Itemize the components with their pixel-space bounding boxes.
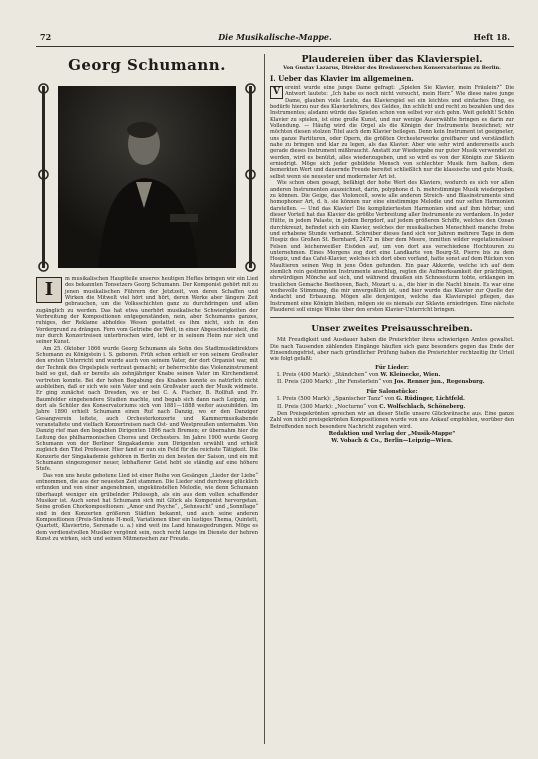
contest-intro: Mit Freudigkeit und Ausdauer haben die Preisrichter ihres schwierigen Amtes gewaltet. Die nach Tausenden zählenden Eingänge häuften sich ganz besonders gegen das Ende der Einsendungsfrist, aber nach gründlicher Prüfung haben die Preisrichter rechtzeitig ihr Urteil wie folgt gefaßt: <box>270 337 514 363</box>
signature-place: W. Vobach & Co., Berlin—Leipzig—Wien. <box>331 438 453 445</box>
drop-cap: V <box>270 86 283 99</box>
ornament-top-left <box>37 82 50 95</box>
contest-title: Unser zweites Preisausschreiben. <box>311 324 473 335</box>
ornament-bottom-right <box>244 260 257 273</box>
prize-winner: Jos. Renner jun., Regensburg. <box>394 379 485 386</box>
issue-number: Heft 18. <box>473 32 510 42</box>
prize-label: I. Preis (500 Mark): „Spanischer Tanz“ von <box>277 395 395 402</box>
byline: Von Gustav Lazarus, Direktor des Breslauerschen Konservatoriums zu Berlin. <box>283 65 501 71</box>
page-number: 72 <box>40 32 52 42</box>
prize-line <box>270 379 514 387</box>
article-body-left <box>36 276 258 542</box>
section-heading: I. Ueber das Klavier im allgemeinen. <box>270 74 414 83</box>
ornament-mid-left <box>37 168 50 181</box>
paragraph: Das von uns heute gebotene Lied ist einer Reihe von Gesängen „Lieder der Liebe“ entnommen, die aus der neuesten Zeit stammen. Die Lieder sind durchweg glücklich erfunden und von einer angenehmen, ungekünstelten Melodie, wie denn Schumann überhaupt weniger ein grübelnder Philosoph, als ein aus dem vollen schaffender Musiker ist. Auch sonst hat Schumann sich mit Glück als Komponist hervorgetan. Seine großen Chorkompositionen: „Amor und Psyche“, „Sehnsucht“ und „Sonnflage“ sind in den Konzerten größeren Städten bekannt, und auch seine anderen Kompositionen (Preis-Sinfonie H-moll, Variationen über ein lustiges Thema, Quintett, Quartett, Klaviertrio, Serenade u. a.) sind weit ins Land hinausgedrungen. Möge es dem verdienstvollen Musiker vergönnt sein, noch recht lange im Dienste der hehren Kunst zu wirken, sich und seinen Mitmenschen zur Freude. <box>36 472 258 543</box>
ornament-mid-right <box>244 168 257 181</box>
prize-label: I. Preis (400 Mark): „Ständchen“ von <box>277 371 379 378</box>
right-column <box>270 52 514 446</box>
ornament-bottom-left <box>37 260 50 273</box>
portrait-frame <box>36 56 258 272</box>
paragraph: Wie schon oben gesagt, befähigt der hohe Wert des Klaviers, wodurch es sich vor allen anderen Instrumenten auszeichnet, darin, polyphone d. h. mehrstimmige Musik wiedergeben zu können. Die Geige, das Violoncell, sowie alle anderen Streich- und Blasinstrumente sind homophoner Art, d. h. sie können nur eine einstimmige Melodie und nur selten Harmonien darstellen. — Und das Klavier! Die kompliziertesten Harmonien sind auf ihm hörbar, und dieser Vorteil hat das Klavier die größte Verbreitung aller Instrumente zu verdanken. In jeder Hütte, in jedem Palaste, in jedem Bergdorf, auf jedem größeren Schiffe, welches den Ozean durchkreuzt, befindet sich ein Klavier, welches der musikalischen Menschheit manche frohe und erhabene Stunde verbannt. Schreiber dieses fand sich vor Jahren mehrere Tage in dem Hospiz des Großen St. Bernhard, 2472 m über dem Meere, inmitten wilder vegetationsloser Felsen und leichenweißer Eisöden auf, um von dort aus verschiedene Hochtouren zu unternehmen. Eines Morgens zog dort eine Landkarte von Bourg-St. Pierre bis zu dem Hospiz, und das Cafel-Klavier, welches ich dort oben vorfand, hatte sonst auf dem Rücken von Maultieren seinen Weg in jene Öden gefunden. Ein paar Akkorde, welche ich auf dem ziemlich rein gestimmten Instrumente anschlug, regten die Aufmerksamkeit der prächtigen, ehrwürdigen Mönche auf sich, und während draußen ein Schneesturm tobte, erklangen im traulichen Gemache Beethoven, Bach, Mozart u. a., die hier in die Nacht hinein. Es war eine weihevolle Stimmung, die mir unvergeßlich ist, und hier wurde das Klavier zur Quelle der Andacht und Erbauung. Mögen alle denjenigen, welche das Klavierspiel pflegen, das Instrument eine Königin bleiben, mögen sie es niemals zur Sklavin erniedrigen. Eine nächste Plauderei soll einige Winke über den ersten Klavier-Unterricht bringen. <box>270 180 514 314</box>
article-title: Georg Schumann. <box>68 56 226 74</box>
prize-winner: W. Kleinecke, Wien. <box>380 371 441 378</box>
ornament-top-right <box>244 82 257 95</box>
contest-closing: Den Preisgekrönten sprechen wir an dieser Stelle unsere Glückwünsche aus. Eine ganze Zahl von nicht preisgekrönten Kompositionen wurde von uns Ankauf empfohlen, worüber den Betreffenden noch besondere Nachricht zugehen wird. <box>270 411 514 430</box>
article-title: Plaudereien über das Klavierspiel. <box>301 54 483 65</box>
prize-winner: G. Rüdinger, Lichtfeld. <box>396 395 465 402</box>
prize-winner: C. Wolfschlach, Schöneberg. <box>379 403 466 410</box>
prize-line <box>270 396 514 404</box>
left-column <box>36 52 258 542</box>
running-head <box>40 32 510 44</box>
journal-title: Die Musikalische-Mappe. <box>218 32 332 42</box>
prize-line <box>270 404 514 412</box>
paragraph: ereint wurde eine junge Dame gefragt: „Spielen Sie Klavier, mein Fräulein?“ Die Antwort lautete: „Ich habe es noch nicht versucht, mein Herr.“ Wie diese naive junge Dame, glauben viele Leute, das Klavierspiel sei ein leichtes und einfaches Ding, es bedürfe hierzu nur des Klavierlehrers, des Geldes, ihn schlicht und recht zu bezahlen und des Instrumentes; alsdann würde das Spielen schon von selbst vor sich gehn. Weit gefehlt! Schön Klavier zu spielen, ist eine große Kunst, und nur wenige Auserwählte bringen es darin zur Vollendung. — Häufig wird die Orgel als die Königin der Instrumente bezeichnet; wir möchten diesen stolzen Titel auch dem Klavier beilegen. Denn kein Instrument ist geeigneter, uns ganze Partituren, oder Opern, die größten Orchesterwerke greifbarer und verständlich nahe zu bringen und klar zu legen, als das Klavier. Aber wie sehr wird andererseits auch gerade dieses Instrument mißbraucht. Anstatt zur Wiedergabe nur guter Musik verwendet zu werden, wird es benützt, alles wiederzugeben, und so wird es von der Königin zur Sklavin erniedrigt. Möge sich jeder gebildete Mensch von schlechter Musik fern halten, dem bemerkten Wert und dauernde Freude bereitet schließlich nur die klassische und gute Musik, selbst wenn sie neuester und modernster Art ist. <box>270 85 514 180</box>
paragraph: m musikalischen Hauptteile unseres heutigen Heftes bringen wir ein Lied des bekannten Tonsetzers Georg Schumann. Der Komponist gehört mit zu jenen musikalischen Führern der Jetztzeit, von deren Schaffen und Wirken die Mitwelt viel hört und hört, deren Werke aber längere Zeit gebrauchen, um die Volksschichten ganz zu durchdringen und allen zugänglich zu werden. Das hat etwa unerhört musikalische Schwierigkeiten der Verbreitung der Kompositionen entgegenständen, nein, aber Schumanns ganzes, ruhiges, der Reklame abholdes Wesen gestattet es ihm nicht, sich in den Vordergrund zu drängen. Fern vom Getriebe der Welt, in einer Abgeschiedenheit, die nur durch Konzertreisen unterbrochen wird, lebt er in seinem Heim nur sich und seiner Kunst. <box>36 276 258 346</box>
salon-heading: Für Salonstücke: <box>366 388 418 395</box>
section-rule <box>270 317 514 318</box>
prize-label: II. Preis (300 Mark): „Nocturno“ von <box>277 403 378 410</box>
portrait-photo <box>58 86 236 268</box>
prize-label: II. Preis (200 Mark): „Ihr Fensterlein“ von <box>277 379 393 386</box>
header-rule <box>36 46 514 47</box>
signature: Redaktion und Verlag der „Musik-Mappe“ <box>328 431 456 438</box>
drop-cap: I <box>36 277 62 303</box>
lieder-heading: Für Lieder: <box>375 364 409 371</box>
paragraph: Am 25. Oktober 1866 wurde Georg Schumann als Sohn des Stadtmusikdirektors Schumann zu Königstein i. S. geboren. Früh schon erhielt er von seinem Großvater den ersten Unterricht und wurde auch von seinem Vater, der dort Organist war, mit der Technik des Orgelspiels vertraut gemacht; er beherrschte das Violenzinstrument bald so gut, daß er bereits als zehnjähriger Knabe seinen Vater im Kirchendienst vertreten konnte. Bei der hohen Begabung des Knaben konnte es natürlich nicht ausbleiben, daß er sich wie sein Vater und sein Großvater auch der Musik widmete. Er ging zunächst nach Dresden, wo er bei C. A. Fischer, B. Rollfuß und Fr. Baumfelder eingehendere Studien machte, und begab sich dann nach Leipzig, um dort als Schüler des Konservatoriums sich von 1881—1888 weiter auszubilden. Im Jahre 1890 erhielt Schumann einen Ruf nach Danzig, wo er den Danziger Gesangverein leitete, auch Orchesterkonzerte und Kammermusikabende veranstaltete und vielfach Konzertreisen nach Ost- und Westpreußen unternahm. Von Danzig rief man den begabten Dirigenten 1896 nach Bremen; er übernahm hier die Leitung des philharmonischen Chores und Orchesters. Im Jahre 1900 wurde Georg Schumann von der Berliner Singakademie zum Dirigenten erwählt und erhielt zugleich den Titel Professor. Hier fand er nun ein Feld für die reichste Tätigkeit. Die Konzerte der Singakademie gehören in Berlin zu den besten der Saison, und ein mit Schumann eingezogener neuer, lebhafterer Geist hebt sie ständig auf eine höhere Stufe. <box>36 345 258 473</box>
column-divider <box>264 54 265 744</box>
